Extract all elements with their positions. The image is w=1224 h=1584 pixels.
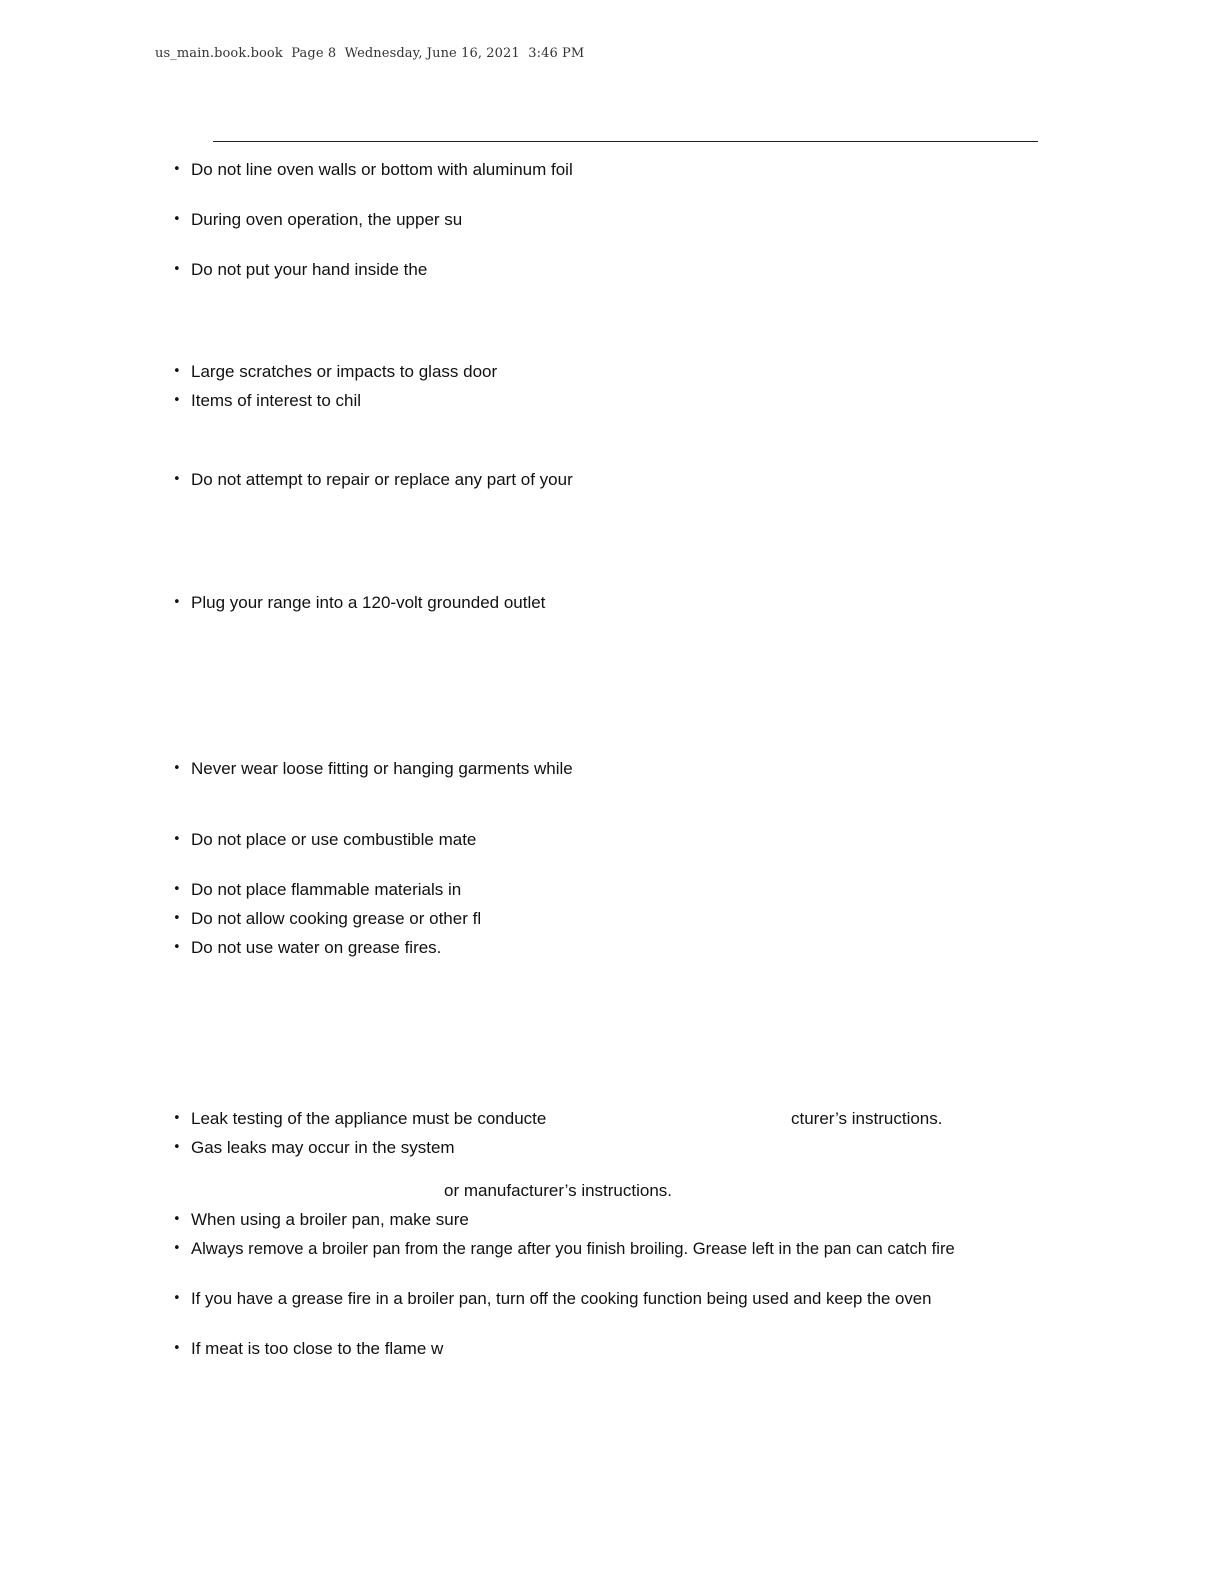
bullet: • (173, 761, 181, 776)
list-item: Always remove a broiler pan from the range after you finish broiling. Grease left in the pan can catch fire (191, 1239, 955, 1258)
list-item: During oven operation, the upper su (191, 210, 463, 229)
bullet: • (173, 162, 181, 177)
list-item: Leak testing of the appliance must be conducte (191, 1109, 547, 1128)
bullet: • (173, 212, 181, 227)
header-rule (213, 141, 1038, 142)
bullet: • (173, 472, 181, 487)
bullet: • (173, 1291, 181, 1306)
list-item: Never wear loose fitting or hanging garments while (191, 759, 573, 778)
bullet: • (173, 940, 181, 955)
list-item: Large scratches or impacts to glass door (191, 362, 498, 381)
bullet: • (173, 882, 181, 897)
list-item: If you have a grease fire in a broiler pan, turn off the cooking function being used and keep the oven (191, 1289, 932, 1308)
bullet: • (173, 1212, 181, 1227)
list-item: Do not put your hand inside the (191, 260, 428, 279)
list-item: Do not allow cooking grease or other fl (191, 909, 482, 928)
bullet: • (173, 393, 181, 408)
bullet: • (173, 1241, 181, 1256)
list-item: Do not place or use combustible mate (191, 830, 477, 849)
bullet: • (173, 911, 181, 926)
list-item: Do not line oven walls or bottom with aluminum foil (191, 160, 573, 179)
list-item: When using a broiler pan, make sure (191, 1210, 469, 1229)
bullet: • (173, 1111, 181, 1126)
bullet: • (173, 832, 181, 847)
bullet: • (173, 262, 181, 277)
list-item-fragment: or manufacturer’s instructions. (444, 1181, 673, 1200)
list-item: Items of interest to chil (191, 391, 362, 410)
bullet: • (173, 595, 181, 610)
list-item-fragment: cturer’s instructions. (791, 1109, 943, 1128)
bullet: • (173, 364, 181, 379)
list-item: Do not attempt to repair or replace any part of your (191, 470, 573, 489)
list-item: Do not use water on grease fires. (191, 938, 442, 957)
list-item: If meat is too close to the flame w (191, 1339, 444, 1358)
list-item: Gas leaks may occur in the system (191, 1138, 455, 1157)
bullet: • (173, 1341, 181, 1356)
bullet: • (173, 1140, 181, 1155)
page-header-meta: us_main.book.book Page 8 Wednesday, June 16, 2021 3:46 PM (155, 46, 585, 61)
list-item: Plug your range into a 120-volt grounded outlet (191, 593, 546, 612)
list-item: Do not place flammable materials in (191, 880, 462, 899)
